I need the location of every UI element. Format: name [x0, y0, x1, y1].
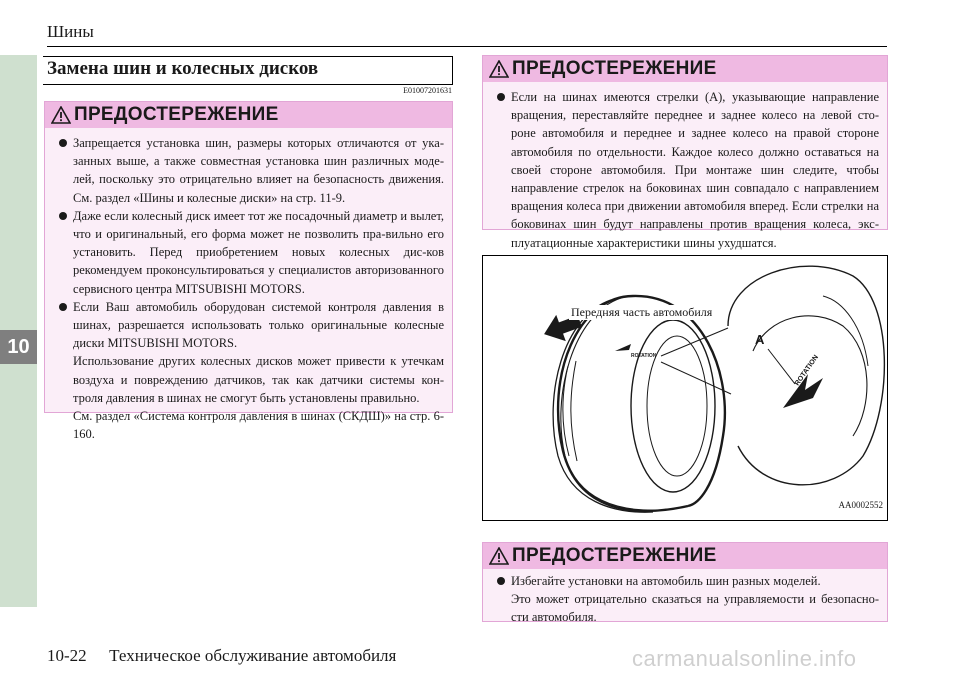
warning-box-3: [482, 542, 888, 625]
warning-subtext: Это может отрицательно сказаться на управляемости и безопасно-сти автомобиля.: [511, 592, 879, 625]
warning-triangle-icon: [489, 547, 509, 565]
rotation-text-small: ROTATION: [631, 353, 657, 359]
page-header-title: Шины: [47, 22, 94, 41]
warning-body: [483, 569, 887, 633]
warning-triangle-icon: [51, 106, 71, 124]
warning-item: [53, 298, 444, 353]
warning-item: [491, 572, 879, 590]
tire-illustration: [483, 256, 887, 520]
rotation-text-large: ROTATION: [793, 354, 821, 388]
warning-item-text: Если на шинах имеются стрелки (A), указывающие направление вращения, переставляйте переднее и заднее колесо на левой сто-роне автомобиля и переднее и заднее колесо на правой стороне автомобиля по отдельности. Каждое колесо должно оставаться на своей стороне автомобиля. При монтаже шин следите, чтобы направление стрелок на боковинах шин совпадало с направлением вращения колеса при движении автомобиля вперед. Если стрелки на боковинах шин будут направлены против вращения колеса, экс-плуатационные характеристики шины ухудшатся.: [511, 90, 879, 250]
warning-subtext: См. раздел «Система контроля давления в шинах (СКДШ)» на стр. 6-160.: [73, 409, 444, 442]
label-a: A: [755, 332, 765, 347]
bullet-icon: [59, 212, 67, 220]
section-title: Замена шин и колесных дисков: [47, 58, 319, 79]
bullet-icon: [497, 93, 505, 101]
section-title-rule-top: [43, 56, 453, 57]
header-divider: [47, 46, 887, 47]
warning-title: ПРЕДОСТЕРЕЖЕНИЕ: [74, 104, 279, 125]
section-title-rule-bottom: [43, 84, 453, 85]
warning-item-text: Если Ваш автомобиль оборудован системой контроля давления в шинах, разрешается использовать только оригинальные колесные диски MITSUBISHI MOTORS.: [73, 299, 444, 351]
warning-box-2: [482, 55, 888, 250]
footer-title: Техническое обслуживание автомобиля: [109, 646, 397, 665]
chapter-tab: 10: [0, 330, 37, 364]
warning-item: [491, 88, 879, 252]
warning-box-header: [45, 102, 452, 128]
page-number: 10-22: [47, 646, 87, 665]
warning-item: [53, 207, 444, 298]
figure-code: AA0002552: [838, 500, 883, 510]
bullet-icon: [59, 303, 67, 311]
warning-box-1: [44, 101, 453, 442]
bullet-icon: [59, 139, 67, 147]
warning-item: [53, 134, 444, 207]
warning-item-text: Избегайте установки на автомобиль шин разных моделей.: [511, 574, 821, 588]
watermark-text: carmanualsonline.info: [632, 646, 857, 671]
warning-item-text: Запрещается установка шин, размеры которых отличаются от ука-занных выше, а также совместная установка шин различных моде-лей, поскольку это отрицательно влияет на безопасность движения. См. раздел «Шины и колесные диски» на стр. 11-9.: [73, 136, 444, 205]
warning-title: ПРЕДОСТЕРЕЖЕНИЕ: [512, 58, 717, 79]
section-title-rule-side: [452, 56, 453, 84]
section-code: E01007201631: [403, 86, 452, 95]
warning-triangle-icon: [489, 60, 509, 78]
page-footer: [47, 646, 396, 666]
warning-title: ПРЕДОСТЕРЕЖЕНИЕ: [512, 545, 717, 566]
warning-item-text: Даже если колесный диск имеет тот же посадочный диаметр и вылет, что и оригинальный, его форма может не позволить пра-вильно его установить. Перед приобретением новых колесных дис-ков рекомендуем проконсультироваться у специалистов авторизованного сервисного центра MITSUBISHI MOTORS.: [73, 208, 444, 296]
warning-body: [45, 128, 452, 449]
warning-body: [483, 82, 887, 258]
warning-subtext: Использование других колесных дисков может привести к утечкам воздуха и повреждению датчиков, так как датчики системы кон-троля давления в шинах не смогут быть установлены правильно.: [73, 354, 444, 405]
figure-caption: Передняя часть автомобиля: [571, 305, 713, 319]
tire-rotation-figure: [482, 255, 888, 521]
warning-box-header: [483, 56, 887, 82]
bullet-icon: [497, 577, 505, 585]
warning-box-header: [483, 543, 887, 569]
